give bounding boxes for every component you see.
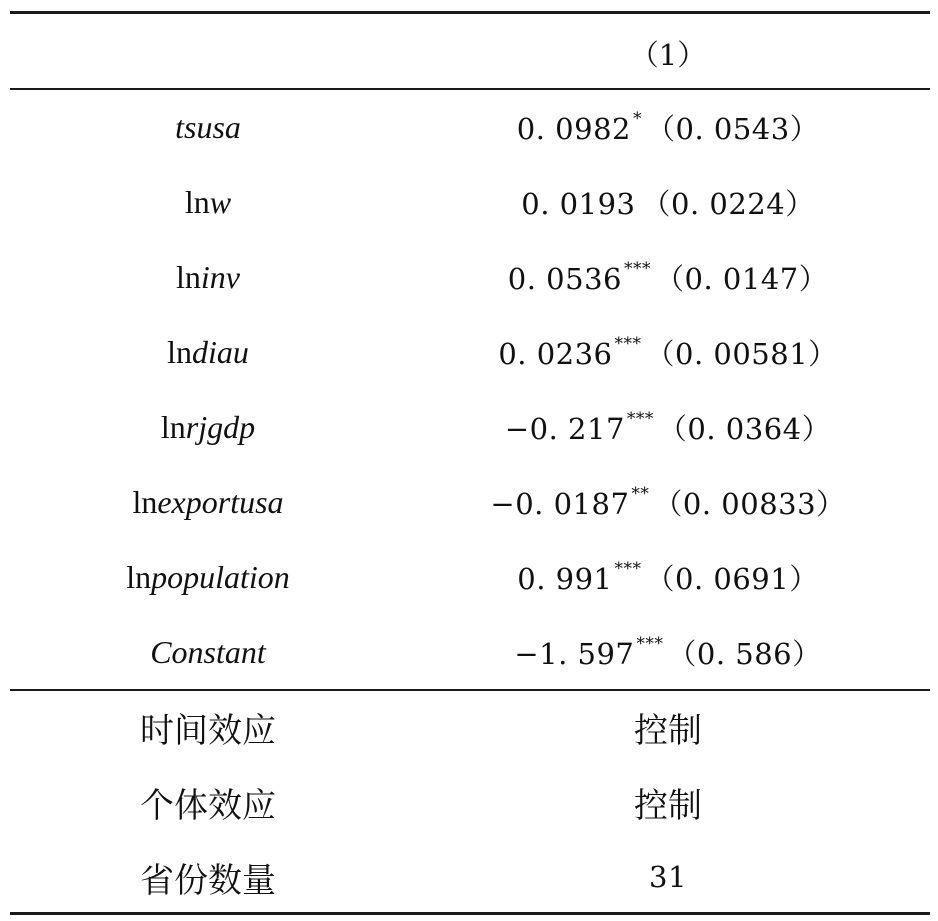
control-row <box>10 840 930 914</box>
variable-name: Constant <box>150 633 266 670</box>
coefficient: −1. 597 <box>514 636 635 671</box>
variable-name: lnw <box>184 183 232 220</box>
coefficient: −0. 217 <box>504 411 625 446</box>
table-row <box>10 315 930 389</box>
control-label: 个体效应 <box>140 785 276 826</box>
significance-stars: *** <box>636 633 664 654</box>
coefficient: 0. 0982 <box>516 111 631 146</box>
variable-name: lnpopulation <box>126 558 290 595</box>
coefficient-cell <box>406 90 930 164</box>
standard-error: （0. 00581） <box>645 336 838 371</box>
control-value: 控制 <box>634 710 702 751</box>
header-column-label <box>406 16 930 90</box>
table-row <box>10 165 930 239</box>
coefficient: 0. 991 <box>517 561 613 596</box>
table-row <box>10 240 930 314</box>
control-label: 省份数量 <box>140 860 276 901</box>
control-label-cell <box>10 690 406 764</box>
header-row <box>10 16 930 90</box>
coefficient: 0. 0536 <box>507 261 622 296</box>
table-row <box>10 465 930 539</box>
standard-error: （0. 0147） <box>655 261 829 296</box>
standard-error: （0. 0224） <box>641 186 815 221</box>
significance-stars: *** <box>614 558 642 579</box>
variable-name: tsusa <box>175 108 241 145</box>
variable-name: lndiau <box>167 333 249 370</box>
bottom-rule <box>10 912 930 915</box>
control-value: 控制 <box>634 785 702 826</box>
coefficient-cell <box>406 540 930 614</box>
column-label: （1） <box>629 37 707 72</box>
control-value-cell <box>406 765 930 839</box>
coefficient-cell <box>406 390 930 464</box>
control-value: 31 <box>649 860 687 894</box>
control-label-cell <box>10 840 406 914</box>
control-row <box>10 765 930 839</box>
top-rule <box>10 11 930 14</box>
header-empty-cell <box>10 16 406 90</box>
coefficient-cell <box>406 240 930 314</box>
control-value-cell <box>406 690 930 764</box>
control-row <box>10 690 930 764</box>
variable-name: lnexportusa <box>132 483 284 520</box>
coefficient: 0. 0193 <box>521 186 636 221</box>
control-label-cell <box>10 765 406 839</box>
control-label: 时间效应 <box>140 710 276 751</box>
standard-error: （0. 00833） <box>653 486 846 521</box>
table-row <box>10 615 930 689</box>
coefficient-cell <box>406 615 930 689</box>
standard-error: （0. 586） <box>667 636 822 671</box>
table-row <box>10 540 930 614</box>
significance-stars: ** <box>631 483 650 504</box>
control-value-cell <box>406 840 930 914</box>
significance-stars: *** <box>624 258 651 279</box>
significance-stars: *** <box>626 408 654 429</box>
standard-error: （0. 0364） <box>657 411 832 446</box>
coefficient-cell <box>406 315 930 389</box>
table-row <box>10 390 930 464</box>
table-row <box>10 90 930 164</box>
coefficient-cell <box>406 465 930 539</box>
coefficient: −0. 0187 <box>490 486 630 521</box>
standard-error: （0. 0691） <box>645 561 819 596</box>
standard-error: （0. 0543） <box>646 111 820 146</box>
significance-stars: * <box>633 108 642 129</box>
variable-name: lnrjgdp <box>160 408 256 445</box>
significance-stars: *** <box>614 333 642 354</box>
variable-name: lninv <box>176 258 240 295</box>
coefficient-cell <box>406 165 930 239</box>
coefficient: 0. 0236 <box>498 336 613 371</box>
